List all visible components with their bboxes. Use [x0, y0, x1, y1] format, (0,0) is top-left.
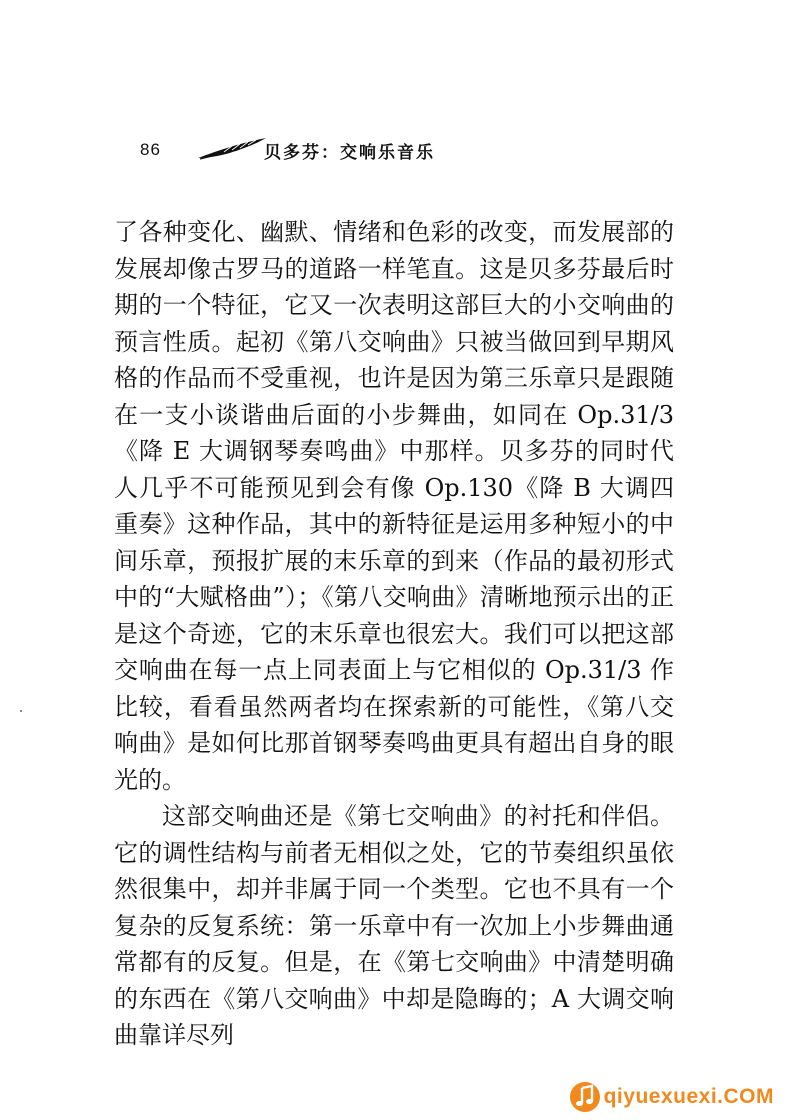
music-note-logo-icon — [568, 1080, 602, 1114]
quill-pen-icon — [196, 136, 268, 162]
running-title: 贝多芬：交响乐音乐 — [264, 143, 435, 163]
page-header — [140, 136, 660, 166]
page-number: 86 — [140, 140, 161, 159]
paragraph: 这部交响曲还是《第七交响曲》的衬托和伴侣。它的调性结构与前者无相似之处，它的节奏组织虽依然很集中，却并非属于同一个类型。它也不具有一个复杂的反复系统：第一乐章中有一次加上小步舞曲通常都有的反复。但是，在《第七交响曲》中清楚明确的东西在《第八交响曲》中却是隐晦的；A 大调交响曲靠详尽列 — [114, 802, 674, 1049]
margin-mark — [20, 710, 22, 712]
watermark — [568, 1080, 774, 1114]
watermark-text: qiyuexuexi.COM — [603, 1085, 774, 1108]
body-text — [114, 214, 674, 1054]
paragraph-continued: 了各种变化、幽默、情绪和色彩的改变，而发展部的发展却像古罗马的道路一样笔直。这是贝多芬最后时期的一个特征，它又一次表明这部巨大的小交响曲的预言性质。起初《第八交响曲》只被当做回到早期风格的作品而不受重视，也许是因为第三乐章只是跟随在一支小谈谐曲后面的小步舞曲，如同在 Op.31/3《降 E 大调钢琴奏鸣曲》中那样。贝多芬的同时代人几乎不可能预见到会有像 Op.130《降 B 大调四重奏》这种作品，其中的新特征是运用多种短小的中间乐章，预报扩展的末乐章的到来（作品的最初形式中的“大赋格曲”）；《第八交响曲》清晰地预示出的正是这个奇迹，它的末乐章也很宏大。我们可以把这部交响曲在每一点上同表面上与它相似的 Op.31/3 作比较，看看虽然两者均在探索新的可能性，《第八交响曲》是如何比那首钢琴奏鸣曲更具有超出自身的眼光的。 — [114, 218, 674, 794]
